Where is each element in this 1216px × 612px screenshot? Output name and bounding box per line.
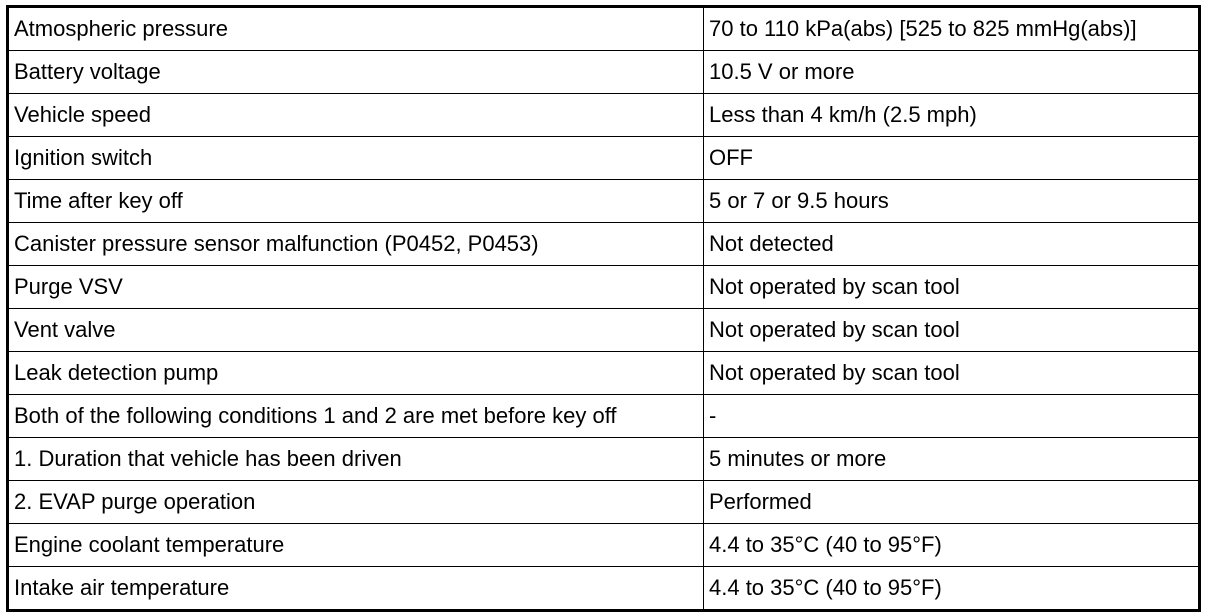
condition-item: Ignition switch: [8, 137, 704, 180]
condition-item: Atmospheric pressure: [8, 7, 704, 51]
condition-spec: 70 to 110 kPa(abs) [525 to 825 mmHg(abs)]: [704, 7, 1200, 51]
condition-item: Vent valve: [8, 309, 704, 352]
table-row: [8, 438, 1200, 481]
table-row: [8, 51, 1200, 94]
table-row: [8, 94, 1200, 137]
conditions-table: [6, 5, 1201, 612]
table-row: [8, 137, 1200, 180]
condition-spec: Less than 4 km/h (2.5 mph): [704, 94, 1200, 137]
condition-spec: 5 or 7 or 9.5 hours: [704, 180, 1200, 223]
condition-spec: 10.5 V or more: [704, 51, 1200, 94]
table-row: [8, 524, 1200, 567]
table-row: [8, 481, 1200, 524]
condition-spec: Not operated by scan tool: [704, 352, 1200, 395]
condition-item: 2. EVAP purge operation: [8, 481, 704, 524]
table-row: [8, 7, 1200, 51]
condition-item: Engine coolant temperature: [8, 524, 704, 567]
condition-spec: Not operated by scan tool: [704, 309, 1200, 352]
table-row: [8, 395, 1200, 438]
condition-spec: -: [704, 395, 1200, 438]
table-row: [8, 352, 1200, 395]
table-row: [8, 223, 1200, 266]
table-row: [8, 266, 1200, 309]
condition-item: Purge VSV: [8, 266, 704, 309]
condition-spec: Not operated by scan tool: [704, 266, 1200, 309]
condition-spec: 4.4 to 35°C (40 to 95°F): [704, 567, 1200, 611]
table-row: [8, 567, 1200, 611]
condition-item: Canister pressure sensor malfunction (P0452, P0453): [8, 223, 704, 266]
condition-spec: 5 minutes or more: [704, 438, 1200, 481]
condition-item: Battery voltage: [8, 51, 704, 94]
condition-item: Vehicle speed: [8, 94, 704, 137]
condition-item: Intake air temperature: [8, 567, 704, 611]
condition-spec: Performed: [704, 481, 1200, 524]
table-row: [8, 309, 1200, 352]
condition-item: Both of the following conditions 1 and 2 are met before key off: [8, 395, 704, 438]
condition-spec: OFF: [704, 137, 1200, 180]
condition-spec: Not detected: [704, 223, 1200, 266]
condition-item: 1. Duration that vehicle has been driven: [8, 438, 704, 481]
condition-spec: 4.4 to 35°C (40 to 95°F): [704, 524, 1200, 567]
condition-item: Leak detection pump: [8, 352, 704, 395]
condition-item: Time after key off: [8, 180, 704, 223]
table-row: [8, 180, 1200, 223]
